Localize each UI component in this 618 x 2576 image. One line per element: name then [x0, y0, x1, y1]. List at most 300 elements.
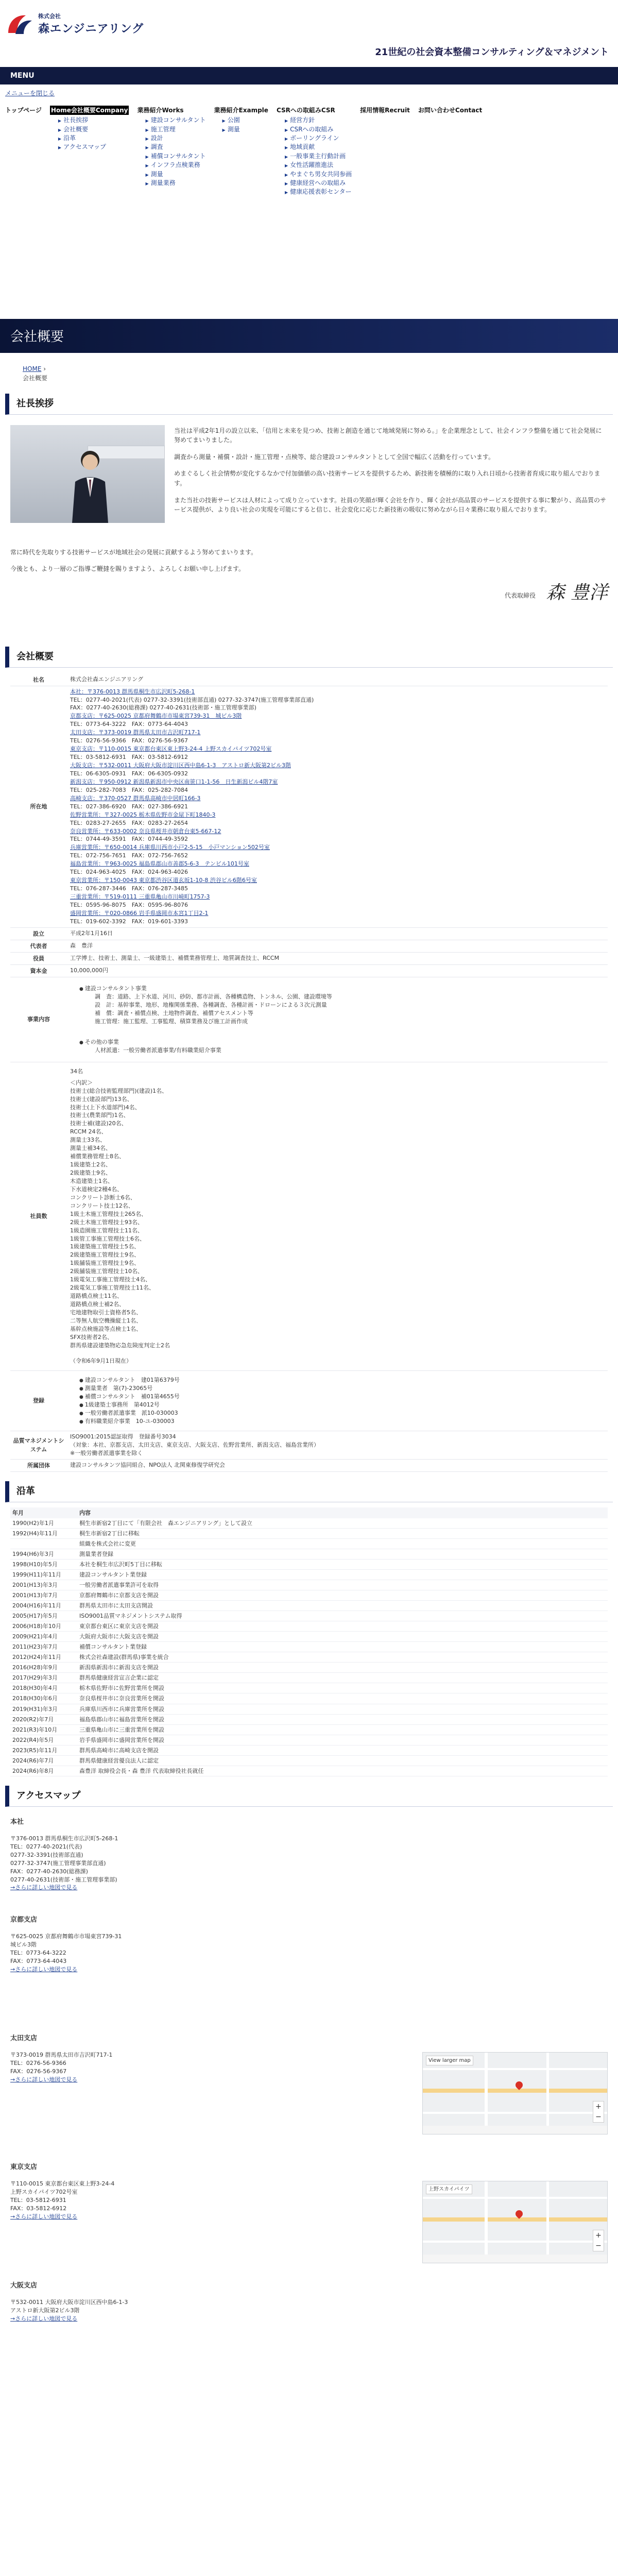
overview-line[interactable]: 兵庫営業所：〒650-0014 兵庫県川西市小戸2-5-15 小戸マンション502号室 [70, 844, 270, 851]
greeting-text-continued [10, 548, 608, 581]
breadcrumb-home[interactable]: HOME [23, 365, 42, 372]
nav-subitem[interactable]: ▶ 測量業務 [145, 179, 205, 188]
nav-subitem[interactable]: ▶ 地域貢献 [285, 143, 352, 151]
map-footer [423, 2255, 607, 2263]
overview-table [10, 674, 608, 1472]
overview-label: 登録 [10, 1370, 67, 1431]
greeting-paragraph: めまぐるしく社会情勢が変化するなかで付加価値の高い技術サービスを提供するため、新技術を積極的に取り入れ日頃から技術者育成に取り組んでおります。 [174, 470, 600, 487]
greeting-paragraph: また当社の技術サービスは人材によって成り立っています。社員の笑顔が輝く会社を作り、輝く会社が高品質のサービスを提供する事に繋がり、高品質のサービス提供が、より良い社会の実現を可能にすると信じ、社会変化に応じた新技術の吸収に努めながら日々業務に取り組んでおります。 [174, 496, 607, 514]
overview-value [67, 1459, 608, 1471]
history-year: 2019(H31)年3月 [10, 1704, 77, 1714]
breadcrumb: HOME › 会社概要 [23, 365, 48, 382]
overview-line: 木造建築士1名、 [70, 1177, 113, 1184]
overview-line[interactable]: 三重営業所：〒519-0111 三重県亀山市川崎町1757-3 [70, 893, 210, 901]
overview-row [10, 927, 608, 940]
greeting-paragraph: 当社は平成2年1月の設立以来、「信用と未来を見つめ、技術と創造を通じて地域発展に努める。」を企業理念として、社会インフラ整備を通じて社会発展に努めてまいりました。 [174, 427, 602, 444]
nav-subitem[interactable]: ▶ 会社概要 [58, 125, 129, 134]
overview-line[interactable]: 東京支店：〒110-0015 東京都台東区東上野3-24-4 上野スカイパイツ702号室 [70, 745, 272, 753]
nav-subitem[interactable]: ▶ 経営方針 [285, 116, 352, 125]
overview-row [10, 952, 608, 964]
branch-address-line: 城ビル3階 [10, 1941, 37, 1948]
overview-line: TEL：076-287-3446 FAX：076-287-3485 [70, 885, 188, 892]
overview-line: ＜内訳＞ [70, 1079, 93, 1086]
overview-row [10, 1431, 608, 1459]
overview-line: 1級土木施工管理技士265名、 [70, 1210, 147, 1217]
registration-item: ● 一般労働者派遣事業 派10-030003 [79, 1409, 605, 1417]
history-event: 一般労働者派遣事業許可を取得 [77, 1580, 608, 1590]
history-year: 2006(H18)年10月 [10, 1621, 77, 1632]
history-event: 三重県亀山市に三重営業所を開設 [77, 1724, 608, 1735]
overview-line: 技術士(建設部門)13名、 [70, 1095, 133, 1103]
branch-address-line: FAX：03-5812-6912 [10, 2205, 67, 2212]
overview-row [10, 940, 608, 952]
nav-column [360, 106, 418, 319]
history-row [10, 1745, 608, 1755]
nav-column [50, 106, 138, 319]
history-event: 群馬県太田市に太田支店開設 [77, 1601, 608, 1611]
nav-subitem[interactable]: ▶ 測量 [145, 170, 205, 179]
history-year: 2011(H23)年7月 [10, 1642, 77, 1652]
history-event: 株式会社森建設(群馬県)事業を統合 [77, 1652, 608, 1663]
overview-line: TEL：019-602-3392 FAX：019-601-3393 [70, 918, 188, 925]
branch-address-line: TEL：0276-56-9366 [10, 2059, 66, 2066]
history-year: 2022(R4)年5月 [10, 1735, 77, 1745]
history-row [10, 1693, 608, 1704]
overview-line: 2級電気工事施工管理技士11名、 [70, 1284, 154, 1292]
overview-line: TEL：0283-27-2655 FAX：0283-27-2654 [70, 819, 188, 826]
overview-line: 測量士補34名、 [70, 1145, 111, 1152]
overview-line: 道路橋点検士11名、 [70, 1293, 123, 1300]
business-line: 調 査：道路、上下水道、河川、砂防、都市計画、各種構造物、トンネル、公園、建設環境等 [95, 993, 332, 1001]
branch-map-link[interactable]: →さらに詳しい地図で見る [10, 2315, 78, 2322]
branch-map[interactable] [422, 2052, 608, 2134]
overview-line: 2級舗装施工管理技士10名、 [70, 1268, 143, 1275]
history-year: 1990(H2)年1月 [10, 1518, 77, 1529]
history-year: 2023(R5)年11月 [10, 1745, 77, 1755]
overview-line[interactable]: 京都支店：〒625-0025 京都府舞鶴市市場東宮739-31 城ビル3階 [70, 713, 242, 720]
overview-value [67, 1062, 608, 1370]
business-line: 人材派遣：一般労働者派遣事業/有料職業紹介事業 [95, 1046, 221, 1054]
branch-name: 大阪支店 [10, 2281, 38, 2290]
business-line: 施工管理：施工監理、工事監理、積算業務及び施工計画作成 [95, 1018, 248, 1025]
history-year: 2001(H13)年7月 [10, 1590, 77, 1600]
history-year: 2017(H29)年3月 [10, 1673, 77, 1683]
history-event: 京都府舞鶴市に京都支店を開設 [77, 1590, 608, 1600]
overview-line[interactable]: 佐野営業所：〒327-0025 栃木県佐野市金屋下町1840-3 [70, 811, 216, 818]
history-row [10, 1518, 608, 1529]
nav-subitem[interactable]: ▶ ボーリングライン [285, 134, 352, 143]
nav-item-1[interactable]: Home会社概要Company [50, 106, 129, 115]
history-year: 2009(H21)年4月 [10, 1632, 77, 1642]
branch-address-line: 〒110-0015 東京都台東区東上野3-24-4 [10, 2180, 115, 2187]
overview-line: 1級電気工事施工管理技士4名、 [70, 1276, 151, 1283]
overview-line: （対象：本社、京都支店、太田支店、東京支店、大阪支店、佐野営業所、新潟支店、福島営業所） [70, 1441, 319, 1448]
map-view-larger-link[interactable]: View larger map [426, 2056, 473, 2066]
history-year: 1992(H4)年11月 [10, 1528, 77, 1538]
nav-subitem[interactable]: ▶ インフラ点検業務 [145, 161, 205, 170]
history-event: ISO9001品質マネジメントシステム取得 [77, 1611, 608, 1621]
page-banner [0, 319, 618, 353]
section-title-access: アクセスマップ [5, 1786, 613, 1807]
nav-subitem[interactable]: ▶ 女性活躍推進法 [285, 161, 352, 170]
overview-line: 基幹点検施設等点検士1名、 [70, 1325, 142, 1332]
nav-subitem[interactable]: ▶ やまぐち男女共同参画 [285, 170, 352, 179]
history-col-year: 年月 [10, 1507, 77, 1518]
branch-address-line: 〒373-0019 群馬県太田市吉沢町717-1 [10, 2051, 113, 2058]
overview-line: TEL：0277-40-2021(代表) 0277-32-3391(技術部直通) 0277-32-3747(施工管理事業部直通) [70, 696, 314, 703]
overview-line[interactable]: 東京営業所：〒150-0043 東京都渋谷区道玄坂1-10-8 渋谷ビル6階6号室 [70, 877, 257, 884]
section-title-history: 沿革 [5, 1481, 613, 1502]
history-year: 2024(R6)年8月 [10, 1766, 77, 1776]
overview-line: 1級舗装施工管理技士9名、 [70, 1260, 140, 1267]
overview-line[interactable]: 盛岡営業所：〒020-0866 岩手県盛岡市本宮1丁目2-1 [70, 909, 209, 917]
branch-address-line: アストロ新大阪第2ビル3階 [10, 2307, 80, 2314]
history-row [10, 1652, 608, 1663]
history-row [10, 1621, 608, 1632]
overview-line: 2級建築施工管理技士9名、 [70, 1251, 140, 1259]
branch-map-link[interactable]: →さらに詳しい地図で見る [10, 2076, 78, 2083]
history-row [10, 1580, 608, 1590]
overview-label: 資本金 [10, 964, 67, 977]
nav-subitem[interactable]: ▶ アクセスマップ [58, 143, 129, 151]
overview-line: 2級土木施工管理技士93名、 [70, 1218, 143, 1226]
menu-close-link[interactable] [0, 84, 618, 103]
overview-line: TEL：06-6305-0931 FAX：06-6305-0932 [70, 770, 188, 777]
branch-address-line: 0277-32-3747(施工管理事業部直通) [10, 1859, 106, 1867]
history-row [10, 1724, 608, 1735]
history-year: 2018(H30)年6月 [10, 1693, 77, 1704]
overview-line: 技術士(上下水道部門)4名、 [70, 1104, 141, 1111]
overview-line: コンクリート診断士6名、 [70, 1194, 136, 1201]
nav-column [214, 106, 277, 319]
history-year: 2020(R2)年7月 [10, 1714, 77, 1724]
president-signature: 森 豊洋 [546, 582, 608, 603]
overview-line[interactable]: 新潟支店：〒950-0912 新潟県新潟市中央区南笹口1-1-56 日生新潟ビル4階7室 [70, 778, 278, 785]
branch-name: 本社 [10, 1818, 24, 1826]
history-event: 組織を株式会社に変更 [77, 1538, 608, 1549]
overview-line: TEL：0595-96-8075 FAX：0595-96-8076 [70, 901, 188, 908]
overview-row [10, 964, 608, 977]
history-event: 新潟県新潟市に新潟支店を開設 [77, 1663, 608, 1673]
history-row [10, 1714, 608, 1724]
history-year: 2018(H30)年4月 [10, 1683, 77, 1693]
branch-address-line: 0277-40-2631(技術部・施工管理事業部) [10, 1876, 117, 1883]
overview-value [67, 964, 608, 977]
overview-line: 1級建築士2名、 [70, 1161, 111, 1168]
nav-submenu [277, 116, 352, 197]
map-footer [423, 2126, 607, 2134]
overview-line: 建設コンサルタンツ協同組合、NPO法人 北関東修復学研究会 [70, 1461, 226, 1468]
registration-list [70, 1376, 605, 1426]
branch-block [0, 2023, 618, 2152]
map-zoom-control[interactable]: + − [593, 2230, 604, 2251]
business-construction [79, 985, 605, 1026]
history-event: 群馬県健康経営優良法人に認定 [77, 1755, 608, 1766]
overview-line[interactable]: 大阪支店：〒532-0011 大阪府大阪市淀川区西中島6-1-3 アストロ新大阪第2ビル3階 [70, 762, 291, 769]
branch-address [10, 1835, 608, 1892]
history-row [10, 1673, 608, 1683]
branch-block [0, 2270, 618, 2343]
nav-column [5, 106, 50, 319]
overview-line: ※一般労働者派遣事業を除く [70, 1449, 143, 1456]
overview-row [10, 1370, 608, 1431]
nav-subitem[interactable]: ▶ 測量 [222, 125, 268, 134]
overview-label: 品質マネジメントシステム [10, 1431, 67, 1459]
overview-line: 技術士補(建設)20名、 [70, 1120, 127, 1127]
history-event: 岩手県盛岡市に盛岡営業所を開設 [77, 1735, 608, 1745]
overview-value [67, 940, 608, 952]
overview-line: TEL：025-282-7083 FAX：025-282-7084 [70, 786, 188, 793]
nav-subitem[interactable]: ▶ 設計 [145, 134, 205, 143]
overview-line: 群馬県建設建築物応急危険度判定士2名 [70, 1342, 170, 1349]
business-line: 補 償：調査・補償点検、土地物件調査、補償アセスメント等 [95, 1009, 253, 1016]
branch-address-line: 上野スカイパイツ702号室 [10, 2188, 78, 2195]
overview-line[interactable]: 太田支店：〒373-0019 群馬県太田市吉沢町717-1 [70, 729, 201, 736]
overview-line: SFX技術者2名、 [70, 1333, 113, 1341]
overview-value [67, 674, 608, 686]
branch-name: 東京支店 [10, 2163, 38, 2171]
branch-block [0, 2152, 618, 2270]
nav-subitem[interactable]: ▶ CSRへの取組み [285, 125, 352, 134]
map-zoom-control[interactable]: + − [593, 2101, 604, 2123]
nav-item-2[interactable]: 業務紹介Works [137, 106, 184, 114]
overview-line: 株式会社森エンジニアリング [70, 675, 144, 683]
branch-map-link[interactable]: →さらに詳しい地図で見る [10, 2213, 78, 2220]
overview-line[interactable]: 本社：〒376-0013 群馬県桐生市広沢町5-268-1 [70, 688, 195, 695]
nav-subitem[interactable]: ▶ 公園 [222, 116, 268, 125]
history-row [10, 1559, 608, 1569]
history-year [10, 1538, 77, 1549]
overview-value [67, 1370, 608, 1431]
history-row [10, 1601, 608, 1611]
overview-line: 2級建築士9名、 [70, 1170, 111, 1177]
history-row [10, 1590, 608, 1600]
company-logo[interactable] [5, 10, 144, 40]
staff-note: （令和6年9月1日現在） [70, 1357, 132, 1364]
branch-address-line: FAX：0773-64-4043 [10, 1957, 67, 1964]
nav-item-6[interactable]: お問い合わせContact [418, 106, 483, 114]
branch-address-line: 〒376-0013 群馬県桐生市広沢町5-268-1 [10, 1835, 118, 1842]
logo-text-small: 株式会社 [38, 13, 61, 20]
registration-item: ● 建設コンサルタント 建01第6379号 [79, 1376, 605, 1384]
nav-submenu [214, 116, 268, 134]
history-event: 栃木県佐野市に佐野営業所を開設 [77, 1683, 608, 1693]
menu-label: MENU [10, 72, 35, 80]
nav-item-5[interactable]: 採用情報Recruit [360, 106, 410, 114]
staff-total: 34名 [70, 1067, 83, 1075]
overview-line: 1級管工事施工管理技士6名、 [70, 1235, 145, 1242]
history-event: 群馬県高崎市に高崎支店を開設 [77, 1745, 608, 1755]
overview-line: 二等無人航空機操縦士1名、 [70, 1317, 142, 1324]
registration-item: ● 補償コンサルタント 補01第4655号 [79, 1393, 605, 1401]
overview-line[interactable]: 高崎支店：〒370-0527 群馬県高崎市中居町166-3 [70, 794, 201, 802]
history-year: 2005(H17)年5月 [10, 1611, 77, 1621]
history-event: 兵庫県川西市に兵庫営業所を開設 [77, 1704, 608, 1714]
history-row [10, 1735, 608, 1745]
history-year: 1999(H11)年11月 [10, 1569, 77, 1580]
history-year: 2012(H24)年11月 [10, 1652, 77, 1663]
history-row [10, 1683, 608, 1693]
business-construction-head: 建設コンサルタント事業 [84, 985, 147, 992]
overview-line: TEL：024-963-4025 FAX：024-963-4026 [70, 869, 188, 876]
overview-label: 所在地 [10, 686, 67, 927]
branch-address-line: TEL：0773-64-3222 [10, 1949, 66, 1956]
history-event: 建設コンサルタント業登録 [77, 1569, 608, 1580]
nav-item-4[interactable]: CSRへの取組みCSR [276, 106, 335, 114]
greeting-paragraph: 今後とも、より一層のご指導ご鞭撻を賜りますよう、よろしくお願い申し上げます。 [10, 565, 245, 573]
menu-close-text[interactable]: メニューを閉じる [5, 90, 55, 97]
branch-map-link[interactable]: →さらに詳しい地図で見る [10, 1884, 78, 1891]
menu-bar[interactable] [0, 67, 618, 84]
history-row [10, 1549, 608, 1559]
overview-line: 森 豊洋 [70, 942, 93, 949]
registration-item: ● 測量業者 第(7)-23065号 [79, 1384, 605, 1393]
nav-column [277, 106, 360, 319]
page-banner-title: 会社概要 [10, 329, 64, 345]
overview-line: 宅地建物取引士資格者5名、 [70, 1309, 142, 1316]
history-row [10, 1611, 608, 1621]
overview-line: 技術士(農業部門)1名、 [70, 1112, 129, 1119]
greeting-paragraph: 調査から測量・補償・設計・施工管理・点検等、総合建設コンサルタントとして全国で幅広く活動を行っています。 [174, 453, 494, 461]
history-event: 森豊洋 取締役会長・森 豊洋 代表取締役社長就任 [77, 1766, 608, 1776]
logo-text-big: 森エンジニアリング [38, 23, 144, 36]
nav-item-0[interactable]: トップページ [5, 106, 42, 114]
overview-line: 技術士(総合技術監理部門)(建設)1名、 [70, 1087, 168, 1094]
history-year: 1994(H6)年3月 [10, 1549, 77, 1559]
overview-label: 設立 [10, 927, 67, 940]
history-event: 東京都台東区に東京支店を開設 [77, 1621, 608, 1632]
branch-address-line: FAX：0276-56-9367 [10, 2067, 67, 2075]
overview-line: コンクリート技士12名、 [70, 1202, 134, 1209]
history-row [10, 1766, 608, 1776]
nav-subitem[interactable]: ▶ 健康応援表彰センター [285, 188, 352, 196]
main-nav [0, 103, 618, 319]
greeting-section [0, 415, 618, 636]
history-row [10, 1663, 608, 1673]
history-year: 2004(H16)年11月 [10, 1601, 77, 1611]
overview-value [67, 977, 608, 1062]
branch-address-line: 0277-32-3391(技術部直通) [10, 1851, 83, 1858]
branch-block [0, 1905, 618, 2023]
history-event: 桐生市新宿2丁目にて「有限会社 森エンジニアリング」として設立 [77, 1518, 608, 1529]
history-row [10, 1632, 608, 1642]
nav-subitem[interactable]: ▶ 施工管理 [145, 125, 205, 134]
greeting-paragraph: 常に時代を先取りする技術サービスが地域社会の発展に貢献するよう努めてまいります。 [10, 548, 258, 556]
history-year: 2016(H28)年9月 [10, 1663, 77, 1673]
nav-subitem[interactable]: ▶ 沿革 [58, 134, 129, 143]
nav-subitem[interactable]: ▶ 一般事業主行動計画 [285, 152, 352, 161]
branch-name: 京都支店 [10, 1916, 38, 1924]
overview-line: ISO9001:2015認証取得 登録番号3034 [70, 1433, 176, 1440]
overview-label: 代表者 [10, 940, 67, 952]
branch-block [0, 1807, 618, 1905]
history-row [10, 1704, 608, 1714]
nav-column [418, 106, 490, 319]
overview-label: 社名 [10, 674, 67, 686]
history-event: 群馬県健康経営宣言企業に認定 [77, 1673, 608, 1683]
history-event: 福島県郡山市に福島営業所を開設 [77, 1714, 608, 1724]
nav-subitem[interactable]: ▶ 社長挨拶 [58, 116, 129, 125]
history-event: 測量業者登録 [77, 1549, 608, 1559]
history-row [10, 1528, 608, 1538]
overview-line: 道路橋点検士補2名、 [70, 1301, 125, 1308]
overview-label: 所属団体 [10, 1459, 67, 1471]
history-event: 奈良県桜井市に奈良営業所を開設 [77, 1693, 608, 1704]
overview-line: TEL：072-756-7651 FAX：072-756-7652 [70, 852, 188, 859]
business-other-head: その他の事業 [84, 1038, 119, 1045]
overview-label: 役員 [10, 952, 67, 964]
branch-address-line: 〒532-0011 大阪府大阪市淀川区西中島6-1-3 [10, 2298, 128, 2306]
overview-label: 社員数 [10, 1062, 67, 1370]
overview-value [67, 927, 608, 940]
business-other [79, 1038, 605, 1055]
overview-value [67, 952, 608, 964]
overview-line: TEL：0744-49-3591 FAX：0744-49-3592 [70, 836, 188, 843]
branch-address-line: FAX：0277-40-2630(総務課) [10, 1868, 88, 1875]
overview-row [10, 1459, 608, 1471]
access-map-section [0, 1807, 618, 2343]
history-year: 2024(R6)年7月 [10, 1755, 77, 1766]
history-row [10, 1755, 608, 1766]
breadcrumb-current: 会社概要 [23, 375, 48, 382]
registration-item: ● 1級建築士事務所 第4012号 [79, 1401, 605, 1409]
overview-line[interactable]: 福島営業所：〒963-0025 福島県郡山市善郡5-6-3 テンビル101号室 [70, 860, 249, 868]
overview-line: TEL：0773-64-3222 FAX：0773-64-4043 [70, 721, 188, 728]
branch-map-link[interactable]: →さらに詳しい地図で見る [10, 1965, 78, 1973]
nav-subitem[interactable]: ▶ 建設コンサルタント [145, 116, 205, 125]
nav-item-3[interactable]: 業務紹介Example [214, 106, 268, 114]
branch-map[interactable] [422, 2181, 608, 2263]
overview-row [10, 977, 608, 1062]
overview-line: 1級建築施工管理技士5名、 [70, 1243, 140, 1250]
nav-submenu [137, 116, 205, 188]
nav-subitem[interactable]: ▶ 健康経営への取組み [285, 179, 352, 188]
nav-column [137, 106, 214, 319]
business-list [70, 985, 605, 1055]
overview-line: 1級造園施工管理技士11名、 [70, 1227, 143, 1234]
nav-submenu [50, 116, 129, 152]
branch-address-line: 〒625-0025 京都府舞鶴市市場東宮739-31 [10, 1933, 122, 1940]
overview-line: FAX：0277-40-2630(総務課) 0277-40-2631(技術部・施工管理事業部) [70, 704, 256, 711]
branch-address-line: TEL：0277-40-2021(代表) [10, 1843, 82, 1850]
overview-line: 10,000,000円 [70, 967, 108, 974]
overview-line: RCCM 24名、 [70, 1128, 107, 1136]
overview-line: TEL：027-386-6920 FAX：027-386-6921 [70, 803, 188, 810]
section-title-greeting: 社長挨拶 [5, 394, 613, 415]
overview-value [67, 1431, 608, 1459]
greeting-text [174, 426, 607, 522]
nav-subitem[interactable]: ▶ 補償コンサルタント [145, 152, 205, 161]
overview-line: 測量士33名、 [70, 1137, 106, 1144]
history-event: 大阪府大阪市に大阪支店を開設 [77, 1632, 608, 1642]
history-row [10, 1569, 608, 1580]
history-table [10, 1507, 608, 1776]
overview-line[interactable]: 奈良営業所：〒633-0002 奈良県桜井市朝倉台東5-667-12 [70, 827, 221, 835]
overview-line: TEL：0276-56-9366 FAX：0276-56-9367 [70, 737, 188, 744]
history-row [10, 1538, 608, 1549]
section-title-overview: 会社概要 [5, 647, 613, 668]
map-view-larger-link[interactable]: 上野スカイパイツ [426, 2184, 472, 2195]
history-year: 2001(H13)年3月 [10, 1580, 77, 1590]
history-event: 桐生市新宿2丁目に移転 [77, 1528, 608, 1538]
overview-row [10, 674, 608, 686]
nav-subitem[interactable]: ▶ 調査 [145, 143, 205, 151]
registration-item: ● 有料職業紹介事業 10-ユ-030003 [79, 1417, 605, 1426]
overview-row [10, 1062, 608, 1370]
business-line: 設 計：基幹事業、地形、地権関係業務、各種調査、各種計画・ドローンによる３次元測量 [95, 1001, 327, 1008]
overview-value [67, 686, 608, 927]
history-col-event: 内容 [77, 1507, 608, 1518]
